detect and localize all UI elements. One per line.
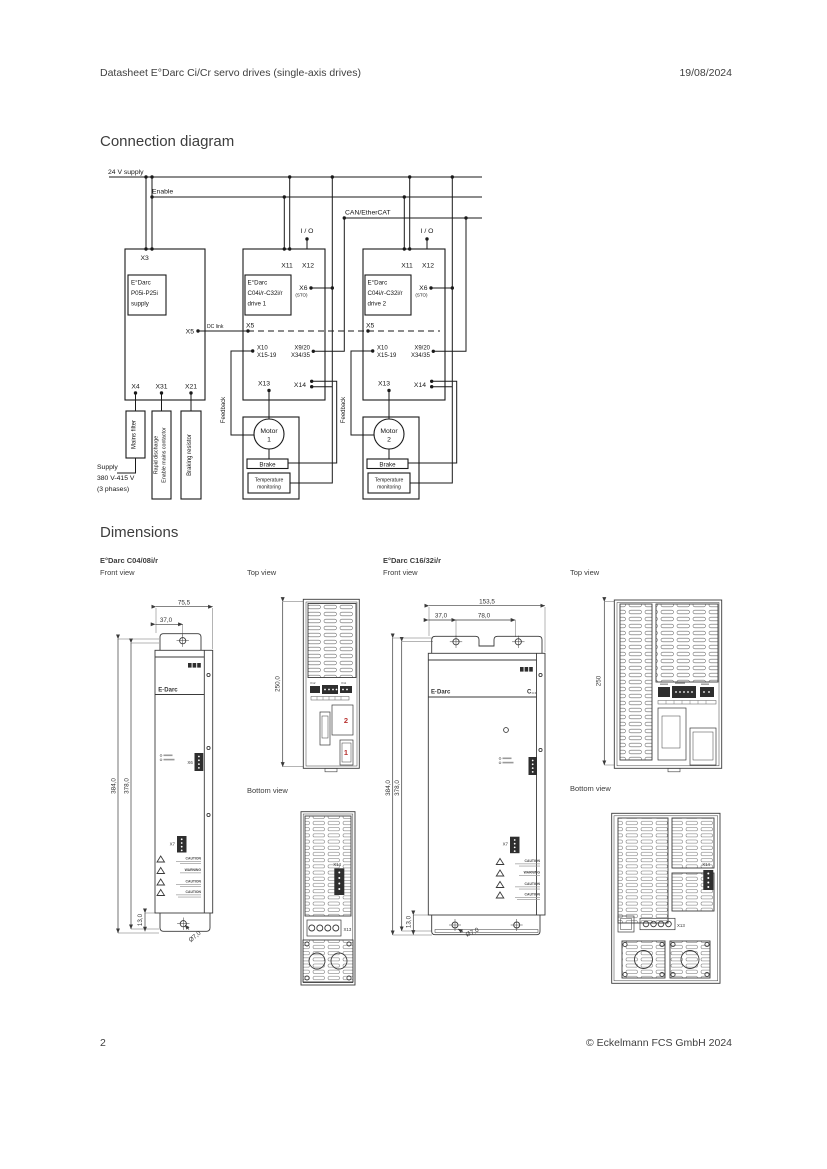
- c04-bottom-x14-label: X14: [333, 862, 341, 867]
- io-label-1: I / O: [300, 228, 314, 235]
- mains-contactor-label: Enable mains contactor: [161, 427, 168, 483]
- c16-top-connectors: [658, 683, 716, 705]
- c16-widtha-dim: 37,0: [434, 612, 448, 620]
- caution-word-2: CAUTION: [185, 879, 201, 884]
- feedback-label-2: Feedback: [341, 396, 347, 424]
- motor2-label: Motor: [380, 428, 398, 435]
- mains-filter-label: Mains filter: [131, 419, 138, 450]
- supply-name-3: supply: [131, 300, 149, 308]
- x31-label: X31: [155, 383, 168, 391]
- header-date: 19/08/2024: [679, 67, 732, 79]
- bus-label-enable: Enable: [152, 188, 174, 196]
- x920-label-1: X9/20: [294, 345, 310, 352]
- c16-model-label: E°Darc C16/32i/r: [383, 556, 442, 565]
- page-number: 2: [100, 1037, 106, 1049]
- c04-bottom-connectors: [334, 868, 344, 895]
- c04-hole-dim: Ø7,0: [187, 929, 203, 944]
- c04-bottom-body: [301, 812, 355, 985]
- c16-top-body: [614, 600, 721, 772]
- bus-label-24v: 24 V supply: [108, 169, 144, 176]
- section-title-connection: Connection diagram: [100, 133, 235, 150]
- x10-label-1: X10: [257, 345, 268, 352]
- x10-label-2: X10: [377, 345, 388, 352]
- x5-label-d1: X5: [246, 322, 255, 330]
- x3435-label-1: X34/35: [290, 353, 310, 359]
- x5-label-d2: X5: [366, 322, 375, 330]
- x3435-label-2: X34/35: [410, 353, 430, 359]
- c04-bottom-view-label: Bottom view: [247, 786, 288, 795]
- c04-model-label: E°Darc C04/08i/r: [100, 556, 159, 565]
- x6-label-2: X6: [419, 285, 428, 292]
- x14-label-1: X14: [293, 382, 306, 389]
- supply-voltage-1: Supply: [97, 464, 118, 471]
- c16-caution-word-1: CAUTION: [524, 859, 540, 863]
- c04-top-view-label: Top view: [247, 568, 277, 577]
- caution-word-3: CAUTION: [185, 890, 201, 894]
- supply-voltage-3: (3 phases): [97, 486, 130, 493]
- c16-bottom-x14-label: X14: [702, 862, 710, 867]
- c16-caution-word-2: CAUTION: [524, 882, 540, 886]
- brake-label-1: Brake: [259, 461, 276, 469]
- x11-label-2: X11: [401, 262, 413, 270]
- header-title: Datasheet E°Darc Ci/Cr servo drives (single-axis drives): [100, 67, 361, 79]
- temp-label-2a: Temperature: [374, 477, 404, 484]
- x4-label: X4: [131, 383, 140, 391]
- c16-bottom-connectors: [703, 870, 713, 890]
- c04-top-x12-label: X12: [310, 681, 316, 685]
- warning-word-1: WARNING: [184, 868, 201, 872]
- x21-label: X21: [184, 383, 198, 391]
- supply-name-1: E°Darc: [131, 279, 151, 287]
- x11-label-1: X11: [281, 262, 293, 270]
- drive1-name-1: E°Darc: [247, 279, 268, 287]
- drive2-name-1: E°Darc: [367, 279, 388, 287]
- c04-bottom-x13-label: X13: [343, 927, 352, 932]
- brake-label-2: Brake: [379, 461, 396, 469]
- c16-widthb-dim: 78,0: [477, 612, 491, 620]
- c16-top-dim-lines: [604, 602, 614, 765]
- braking-resistor-label: Braking resistor: [187, 434, 193, 476]
- x6-label-1: X6: [299, 285, 308, 292]
- temp-label-1b: monitoring: [257, 484, 281, 491]
- x13-label-2: X13: [377, 380, 391, 388]
- c16-bottom-x13-label: X13: [677, 923, 685, 928]
- x13-label-1: X13: [257, 380, 271, 388]
- c16-bottom-view-label: Bottom view: [570, 784, 611, 793]
- c16-brand-label: E·Darc: [431, 689, 451, 696]
- c16-height1-dim: 384,0: [385, 780, 393, 796]
- dim-c04-top-figure: [275, 590, 365, 790]
- io-label-2: I / O: [420, 228, 434, 235]
- x3-label: X3: [140, 255, 149, 262]
- c16-caution-word-3: CAUTION: [524, 892, 540, 897]
- c16-body: [428, 636, 545, 935]
- c04-top-callout-2: 2: [343, 716, 349, 725]
- c04-height2-dim: 378,0: [123, 778, 131, 794]
- motor1-label: Motor: [260, 428, 278, 435]
- x1519-label-2: X15-19: [377, 353, 397, 359]
- c16-width-dim: 153,5: [479, 598, 495, 606]
- drive1-name-3: drive 1: [247, 300, 267, 308]
- drive1-name-2: C04i/r-C32i/r: [247, 290, 283, 297]
- drive2-name-3: drive 2: [367, 300, 387, 308]
- feedback-label-1: Feedback: [221, 396, 227, 424]
- temp-label-1a: Temperature: [254, 477, 284, 484]
- c16-front-view-label: Front view: [383, 568, 418, 577]
- c04-x7-label: X7: [169, 841, 175, 847]
- c16-bottom-body: [612, 813, 720, 983]
- connection-diagram-figure: [95, 162, 485, 507]
- c16-dim-lines: [393, 606, 545, 935]
- c16-top-view-label: Top view: [570, 568, 600, 577]
- bus-label-can: CAN/EtherCAT: [345, 209, 391, 217]
- c16-x7-label: X7: [502, 841, 508, 847]
- c16-foot-dim: 13,0: [405, 915, 413, 929]
- c16-warning-word-1: WARNING: [523, 870, 540, 875]
- c04-top-x11-label: X11: [341, 681, 347, 685]
- drive2-name-2: C04i/r-C32i/r: [367, 290, 403, 297]
- dim-c04-front-figure: [100, 593, 220, 961]
- x12-label-1: X12: [301, 262, 315, 270]
- c04-foot-dim: 13,0: [137, 913, 144, 927]
- sto-label-1: (STO): [295, 292, 308, 298]
- dim-c16-top-figure: [580, 588, 730, 783]
- c16-model-suffix: C...: [527, 689, 537, 696]
- dclink-label: DC link: [207, 324, 224, 330]
- motor2-number: 2: [387, 436, 391, 444]
- dim-c16-bottom-figure: [610, 808, 728, 993]
- footer-copyright: © Eckelmann FCS GmbH 2024: [585, 1037, 732, 1049]
- c04-width2-dim: 37,0: [159, 617, 173, 624]
- c04-depth-dim: 250,0: [274, 676, 282, 692]
- diagram-boxes: [125, 249, 445, 499]
- drive1-box: [243, 249, 325, 400]
- c04-width-dim: 75,5: [177, 599, 191, 607]
- temp-label-2b: monitoring: [377, 484, 401, 491]
- x920-label-2: X9/20: [414, 345, 430, 352]
- c04-caution-block: [157, 856, 202, 897]
- x14-label-2: X14: [413, 382, 426, 389]
- c04-height1-dim: 384,0: [110, 778, 118, 794]
- supply-voltage-2: 380 V-415 V: [97, 475, 135, 482]
- caution-word-1: CAUTION: [185, 856, 201, 861]
- c04-top-dim-lines: [283, 602, 304, 767]
- c16-depth-dim: 250: [595, 675, 603, 687]
- x5-label-supply: X5: [185, 328, 194, 336]
- dim-c04-bottom-figure: [297, 808, 359, 990]
- c16-hole-dim: Ø7,0: [464, 926, 481, 939]
- x1519-label-1: X15-19: [257, 353, 277, 359]
- supply-name-2: P05i-P25i: [131, 290, 158, 297]
- c04-x6-label: X6: [187, 760, 193, 765]
- x12-label-2: X12: [421, 262, 435, 270]
- motor1-number: 1: [267, 436, 271, 444]
- c16-height2-dim: 378,0: [394, 780, 402, 796]
- drive2-box: [363, 249, 445, 400]
- c04-top-connectors: [310, 685, 352, 700]
- section-title-dimensions: Dimensions: [100, 524, 179, 541]
- sto-label-2: (STO): [415, 292, 428, 298]
- c04-top-callout-1: 1: [343, 748, 349, 757]
- c04-front-view-label: Front view: [100, 568, 135, 577]
- c16-caution-block: [496, 859, 540, 900]
- supply-box: [125, 249, 205, 400]
- c04-brand-label: E·Darc: [158, 687, 178, 694]
- dim-c16-front-figure: [383, 593, 558, 961]
- rapid-discharge-label: Rapid discharge: [153, 435, 160, 475]
